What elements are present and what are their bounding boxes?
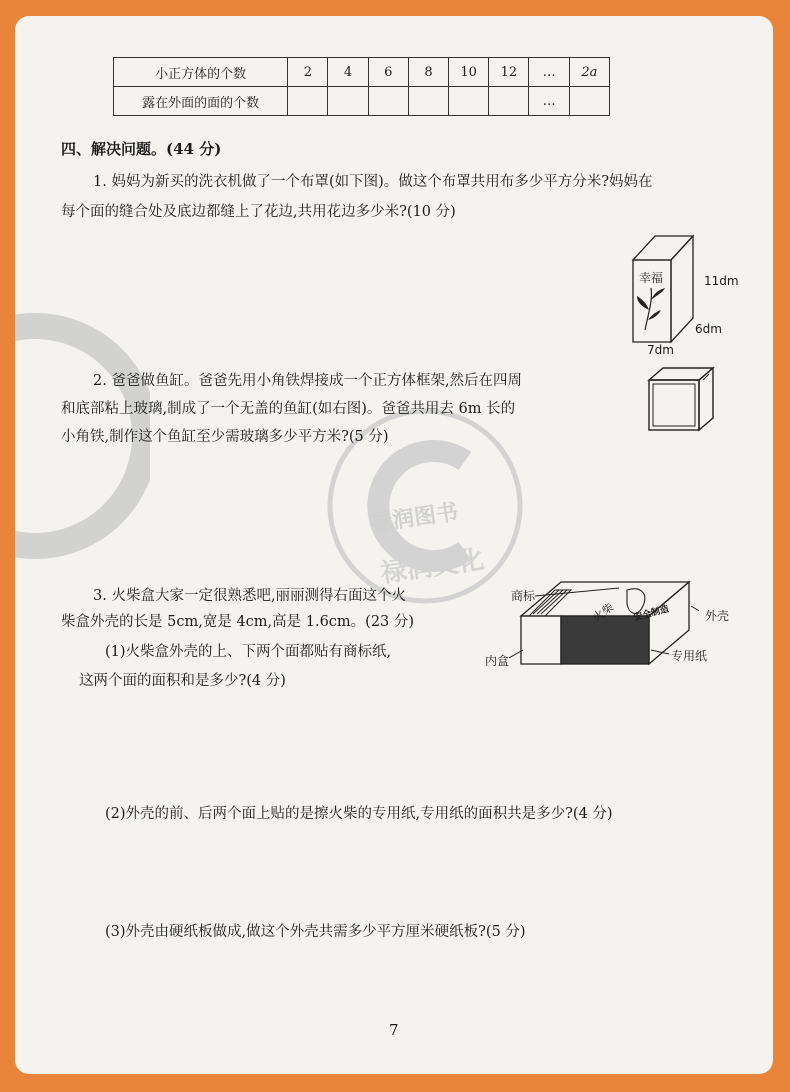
q3-sub1-line-1: (1)火柴盒外壳的上、下两个面都贴有商标纸,	[105, 644, 392, 660]
q2-line-3: 小角铁,制作这个鱼缸至少需玻璃多少平方米?(5 分)	[61, 429, 389, 445]
matchbox-inner-box-label: 内盒	[485, 654, 510, 668]
matchbox-text-safety: 安全制造	[632, 604, 671, 624]
q2-line-2: 和底部粘上玻璃,制成了一个无盖的鱼缸(如右图)。爸爸共用去 6m 长的	[61, 401, 516, 417]
q1-line-2: 每个面的缝合处及底边都缝上了花边,共用花边多少米?(10 分)	[61, 204, 456, 220]
washing-machine-cover-figure	[615, 230, 745, 360]
cover-front-text: 幸福	[639, 271, 664, 285]
table-cell: 2a	[569, 58, 609, 87]
q3-sub3: (3)外壳由硬纸板做成,做这个外壳共需多少平方厘米硬纸板?(5 分)	[105, 924, 526, 940]
table-cell: 12	[489, 58, 529, 87]
table-row	[114, 58, 610, 87]
q3-line-2: 柴盒外壳的长是 5cm,宽是 4cm,高是 1.6cm。(23 分)	[61, 614, 415, 630]
q3-sub2: (2)外壳的前、后两个面上贴的是擦火柴的专用纸,专用纸的面积共是多少?(4 分)	[105, 806, 613, 822]
table-cell: …	[529, 58, 569, 87]
table-cell: 2	[288, 58, 328, 87]
matchbox-trademark-label: 商标	[511, 589, 536, 603]
fish-tank-figure	[643, 364, 719, 436]
q3-line-1: 3. 火柴盒大家一定很熟悉吧,丽丽测得右面这个火	[93, 588, 407, 604]
table-cell: 8	[408, 58, 448, 87]
row-label: 小正方体的个数	[114, 58, 288, 87]
matchbox-shell-label: 外壳	[705, 609, 730, 623]
worksheet-page	[15, 16, 773, 1074]
table-cell[interactable]	[368, 87, 408, 116]
q1-line-1: 1. 妈妈为新买的洗衣机做了一个布罩(如下图)。做这个布罩共用布多少平方分米?妈妈在	[93, 174, 653, 190]
table-cell[interactable]	[449, 87, 489, 116]
cover-depth-label: 6dm	[695, 322, 722, 336]
row-label: 露在外面的面的个数	[114, 87, 288, 116]
table-cell: 10	[449, 58, 489, 87]
table-cell[interactable]	[569, 87, 609, 116]
q2-line-1: 2. 爸爸做鱼缸。爸爸先用小角铁焊接成一个正方体框架,然后在四周	[93, 373, 523, 389]
table-cell: …	[529, 87, 569, 116]
watermark-brand-1: 禄润图书	[368, 498, 460, 537]
table-cell[interactable]	[489, 87, 529, 116]
table-cell: 4	[328, 58, 368, 87]
cover-height-label: 11dm	[704, 274, 739, 288]
q3-sub1-line-2: 这两个面的面积和是多少?(4 分)	[79, 673, 286, 689]
table-cell[interactable]	[408, 87, 448, 116]
matchbox-special-paper-label: 专用纸	[671, 649, 708, 663]
section-heading: 四、解决问题。(44 分)	[61, 140, 222, 158]
cover-width-label: 7dm	[647, 343, 674, 357]
page-number: 7	[389, 1021, 399, 1039]
table-cell[interactable]	[288, 87, 328, 116]
table-cell[interactable]	[328, 87, 368, 116]
table-row	[114, 87, 610, 116]
table-cell: 6	[368, 58, 408, 87]
watermark-brand-2: 禄润文化	[378, 544, 486, 590]
cube-count-table	[113, 57, 610, 116]
matchbox-text-fire: 火柴	[590, 600, 617, 625]
